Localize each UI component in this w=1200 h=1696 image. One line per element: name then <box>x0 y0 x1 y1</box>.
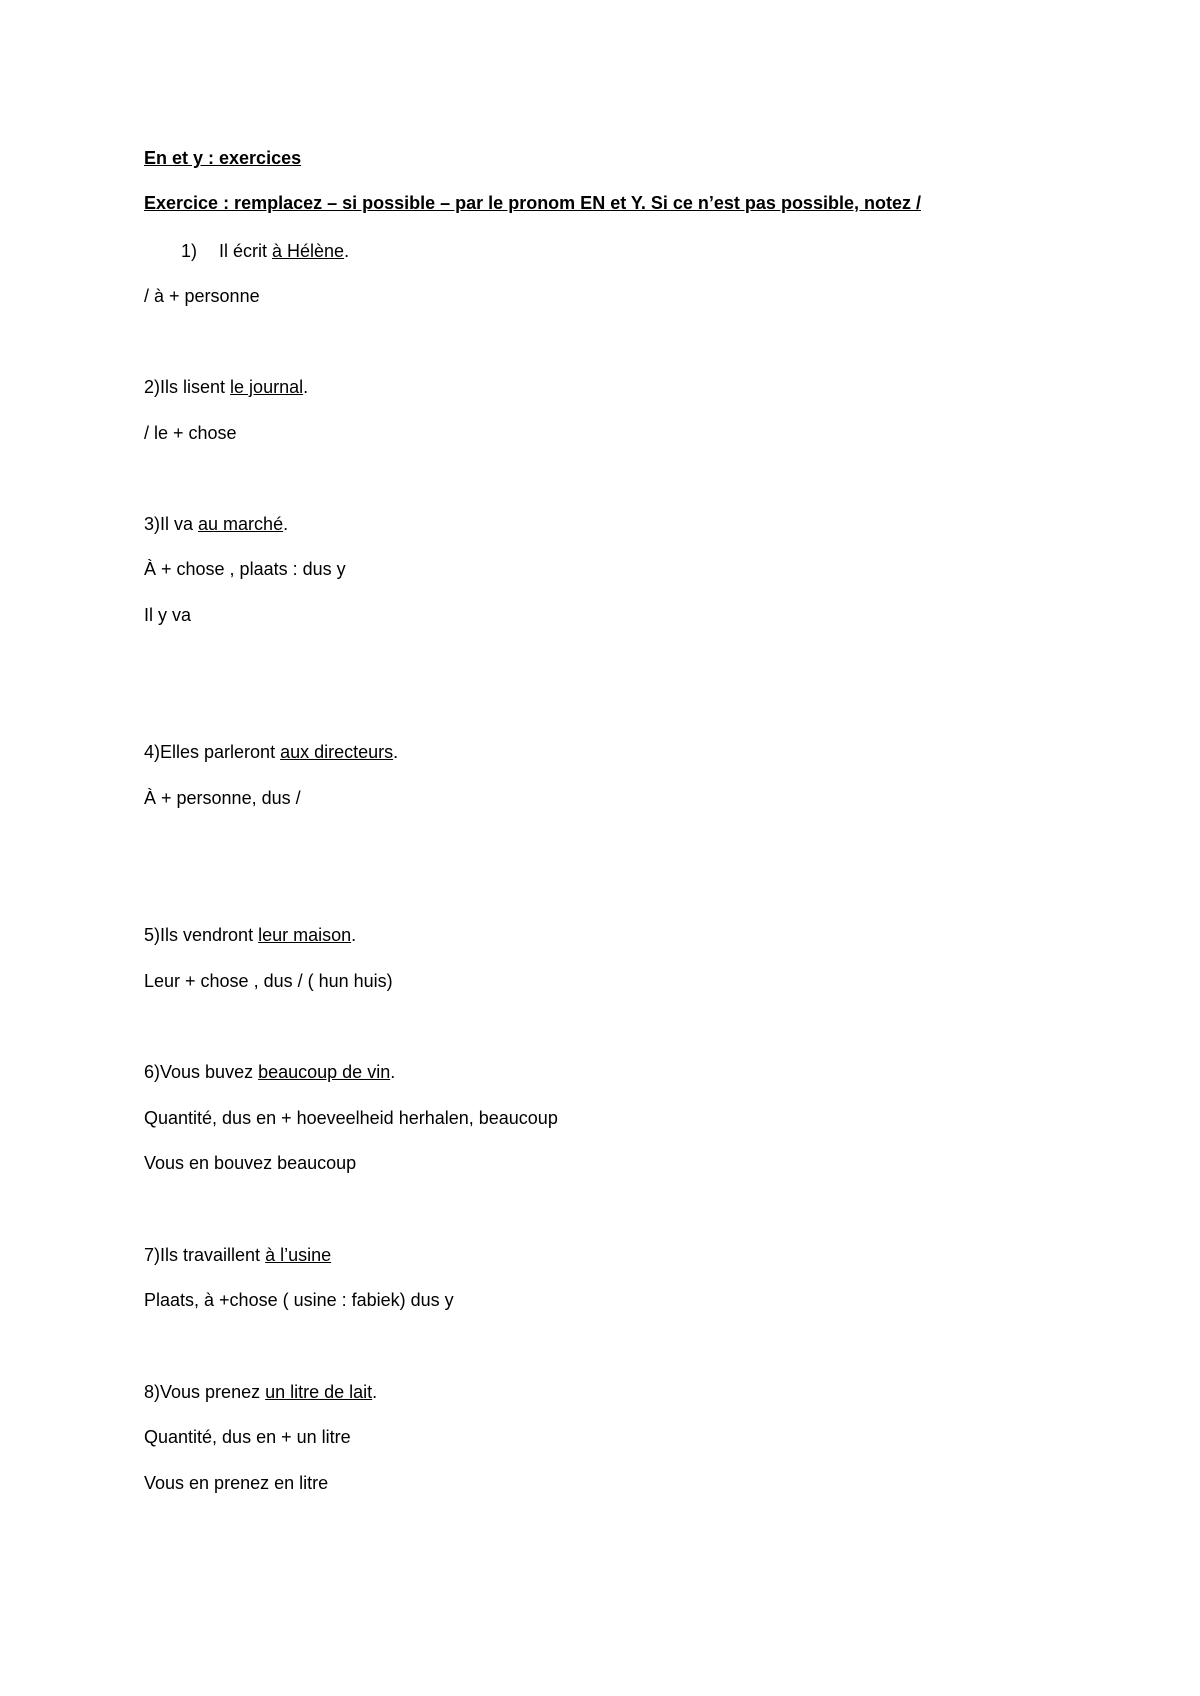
underlined-phrase: le journal <box>230 377 304 397</box>
answer-8-line-1: Quantité, dus en + un litre <box>144 1427 351 1447</box>
question-number: 2) <box>144 377 161 397</box>
underlined-phrase: leur maison <box>258 925 352 945</box>
document-title: En et y : exercices <box>144 148 302 168</box>
question-text: Elles parleront <box>160 742 281 762</box>
question-number: 6) <box>144 1062 161 1082</box>
question-4 <box>144 740 398 764</box>
question-punctuation: . <box>372 1382 378 1402</box>
question-6 <box>144 1060 395 1084</box>
question-number: 1) <box>181 241 198 261</box>
question-punctuation: . <box>351 925 357 945</box>
question-text: Ils travaillent <box>160 1245 266 1265</box>
exercise-instruction: Exercice : remplacez – si possible – par le pronom EN et Y. Si ce n’est pas possible, notez / <box>144 193 921 213</box>
question-punctuation: . <box>393 742 399 762</box>
underlined-phrase: un litre de lait <box>265 1382 373 1402</box>
underlined-phrase: au marché <box>198 514 284 534</box>
answer-5-line-1: Leur + chose , dus / ( hun huis) <box>144 971 393 991</box>
answer-3-line-2: Il y va <box>144 605 192 625</box>
question-5 <box>144 923 356 947</box>
question-number: 8) <box>144 1382 161 1402</box>
question-3 <box>144 512 288 536</box>
question-number: 4) <box>144 742 161 762</box>
answer-2-line-1: / le + chose <box>144 423 237 443</box>
underlined-phrase: à l’usine <box>265 1245 332 1265</box>
question-number: 7) <box>144 1245 161 1265</box>
question-1 <box>181 239 349 263</box>
question-text: Il écrit <box>219 241 273 261</box>
question-punctuation: . <box>283 514 289 534</box>
question-text: Vous prenez <box>160 1382 266 1402</box>
answer-8-line-2: Vous en prenez en litre <box>144 1473 329 1493</box>
question-punctuation: . <box>303 377 309 397</box>
question-7 <box>144 1243 331 1267</box>
question-text: Ils vendront <box>160 925 259 945</box>
answer-3-line-1: À + chose , plaats : dus y <box>144 559 346 579</box>
question-punctuation: . <box>344 241 350 261</box>
question-8 <box>144 1380 377 1404</box>
answer-1-line-1: / à + personne <box>144 286 260 306</box>
underlined-phrase: aux directeurs <box>280 742 394 762</box>
question-punctuation: . <box>390 1062 396 1082</box>
answer-6-line-2: Vous en bouvez beaucoup <box>144 1153 357 1173</box>
answer-6-line-1: Quantité, dus en + hoeveelheid herhalen, beaucoup <box>144 1108 558 1128</box>
question-text: Il va <box>160 514 199 534</box>
question-text: Ils lisent <box>160 377 231 397</box>
question-2 <box>144 375 308 399</box>
answer-4-line-1: À + personne, dus / <box>144 788 301 808</box>
question-number: 5) <box>144 925 161 945</box>
question-number: 3) <box>144 514 161 534</box>
underlined-phrase: à Hélène <box>272 241 345 261</box>
answer-7-line-1: Plaats, à +chose ( usine : fabiek) dus y <box>144 1290 454 1310</box>
underlined-phrase: beaucoup de vin <box>258 1062 391 1082</box>
question-text: Vous buvez <box>160 1062 259 1082</box>
